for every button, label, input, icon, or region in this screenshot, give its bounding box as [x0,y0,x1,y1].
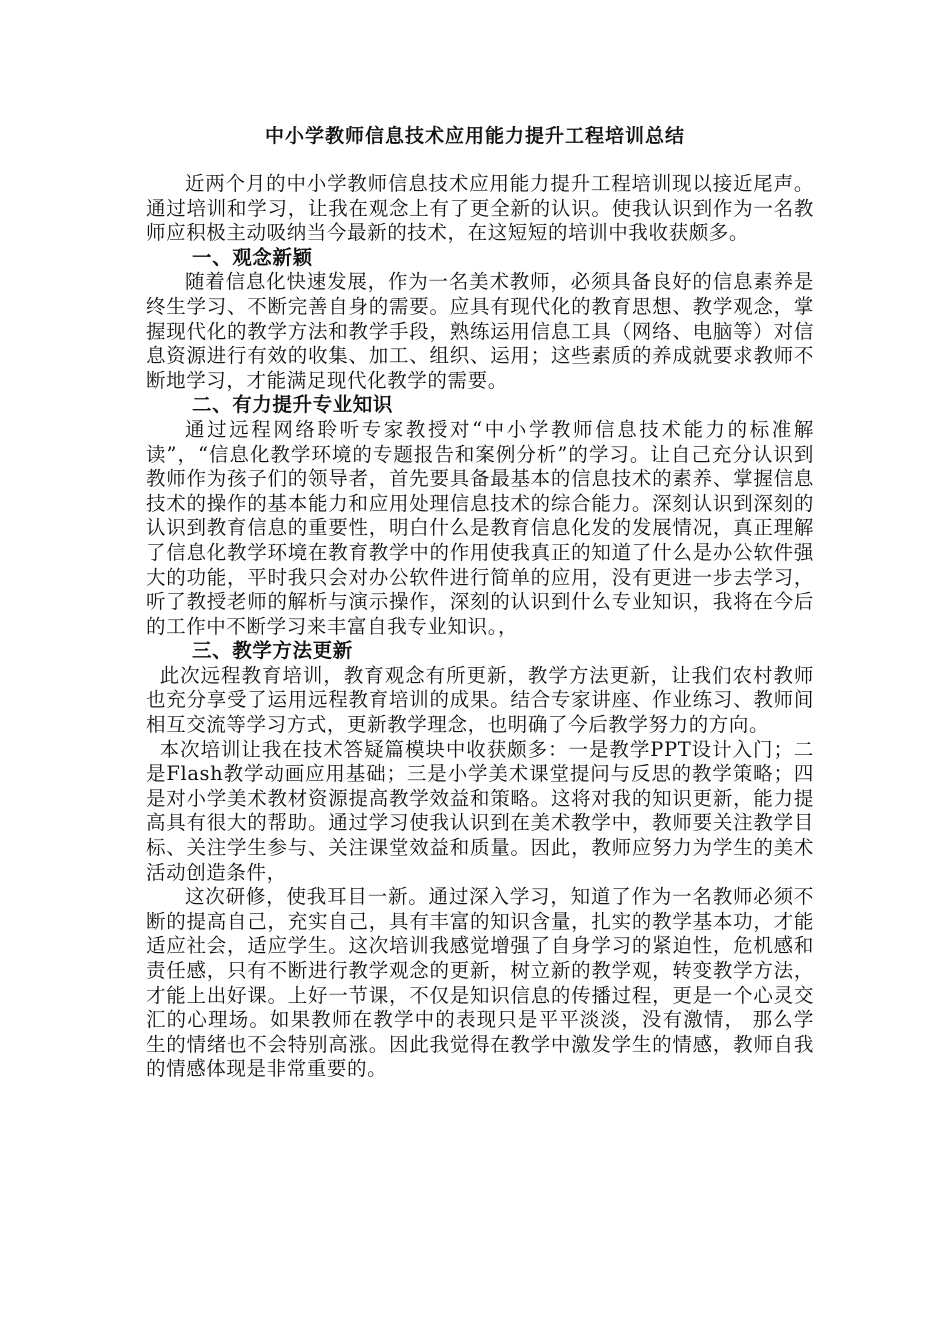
section-paragraph: 随着信息化快速发展，作为一名美术教师，必须具备良好的信息素养是终生学习、不断完善自身的需要。应具有现代化的教育思想、教学观念，掌握现代化的教学方法和教学手段，熟练运用信息工具（网络、电脑等）对信息资源进行有效的收集、加工、组织、运用；这些素质的养成就要求教师不断地学习，才能满足现代化教学的需要。 [146,270,814,392]
closing-paragraph: 这次研修，使我耳目一新。通过深入学习，知道了作为一名教师必须不断的提高自己，充实自己，具有丰富的知识含量，扎实的教学基本功，才能适应社会，适应学生。这次培训我感觉增强了自身学习的紧迫性，危机感和责任感，只有不断进行教学观念的更新，树立新的教学观，转变教学方法，才能上出好课。上好一节课，不仅是知识信息的传播过程，更是一个心灵交汇的心理场。如果教师在教学中的表现只是平平淡淡，没有激情， 那么学生的情绪也不会特别高涨。因此我觉得在教学中激发学生的情感，教师自我的情感体现是非常重要的。 [146,885,814,1081]
section-heading-methods: 三、教学方法更新 [192,639,353,663]
section-heading-knowledge: 二、有力提升专业知识 [192,393,394,417]
section-paragraph: 此次远程教育培训，教育观念有所更新，教学方法更新，让我们农村教师也充分享受了运用远程教育培训的成果。结合专家讲座、作业练习、教师间相互交流等学习方式，更新教学理念，也明确了今后教学努力的方向。 [146,663,814,737]
section-paragraph: 通过远程网络聆听专家教授对“中小学教师信息技术能力的标准解读”，“信息化教学环境的专题报告和案例分析”的学习。让自己充分认识到教师作为孩子们的领导者，首先要具备最基本的信息技术的素养、掌握信息技术的操作的基本能力和应用处理信息技术的综合能力。深刻认识到深刻的认识到教育信息的重要性，明白什么是教育信息化发的发展情况，真正理解了信息化教学环境在教育教学中的作用使我真正的知道了什么是办公软件强大的功能，平时我只会对办公软件进行简单的应用，没有更进一步去学习，听了教授老师的解析与演示操作，深刻的认识到什么专业知识，我将在今后的工作中不断学习来丰富自我专业知识。， [146,417,814,638]
document-title: 中小学教师信息技术应用能力提升工程培训总结 [264,125,685,147]
intro-paragraph: 近两个月的中小学教师信息技术应用能力提升工程培训现以接近尾声。通过培训和学习，让我在观念上有了更全新的认识。使我认识到作为一名教师应积极主动吸纳当今最新的技术，在这短短的培训中我收获颇多。 [146,172,814,245]
section-paragraph: 本次培训让我在技术答疑篇模块中收获颇多：一是教学PPT设计入门；二是Flash教学动画应用基础；三是小学美术课堂提问与反思的教学策略；四是对小学美术教材资源提高教学效益和策略。这将对我的知识更新，能力提高具有很大的帮助。通过学习使我认识到在美术教学中，教师要关注教学目标、关注学生参与、关注课堂效益和质量。因此，教师应努力为学生的美术活动创造条件， [146,737,814,884]
document-body [146,172,814,1082]
section-heading-concept: 一、观念新颖 [192,245,313,269]
